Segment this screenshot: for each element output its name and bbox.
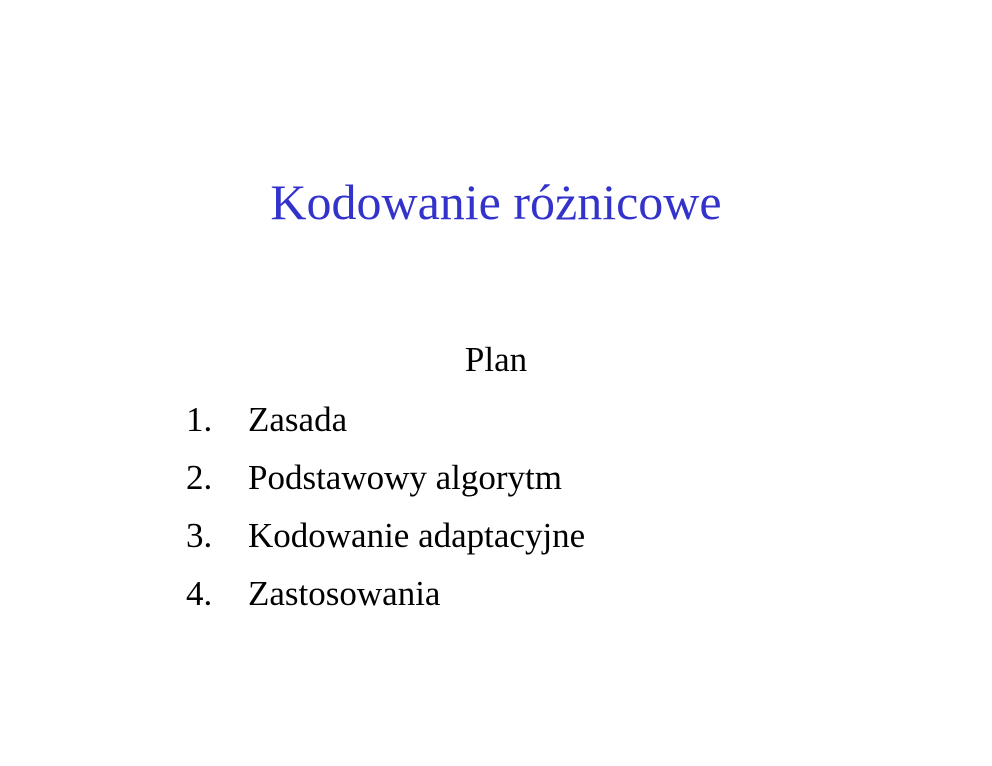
- plan-item-text: Podstawowy algorytm: [248, 458, 563, 497]
- plan-item-text: Zasada: [248, 400, 348, 439]
- plan-item-text: Kodowanie adaptacyjne: [248, 516, 586, 555]
- plan-item-number: 1.: [186, 400, 213, 439]
- plan-item-1: [186, 391, 585, 449]
- slide-title: Kodowanie różnicowe: [270, 174, 722, 230]
- plan-item-number: 2.: [186, 458, 213, 497]
- plan-list: [186, 391, 585, 623]
- plan-item-number: 4.: [186, 574, 213, 613]
- plan-item-2: [186, 449, 585, 507]
- plan-item-4: [186, 565, 585, 623]
- plan-item-text: Zastosowania: [248, 574, 441, 613]
- plan-item-number: 3.: [186, 516, 213, 555]
- plan-heading: Plan: [464, 340, 528, 379]
- plan-item-3: [186, 507, 585, 565]
